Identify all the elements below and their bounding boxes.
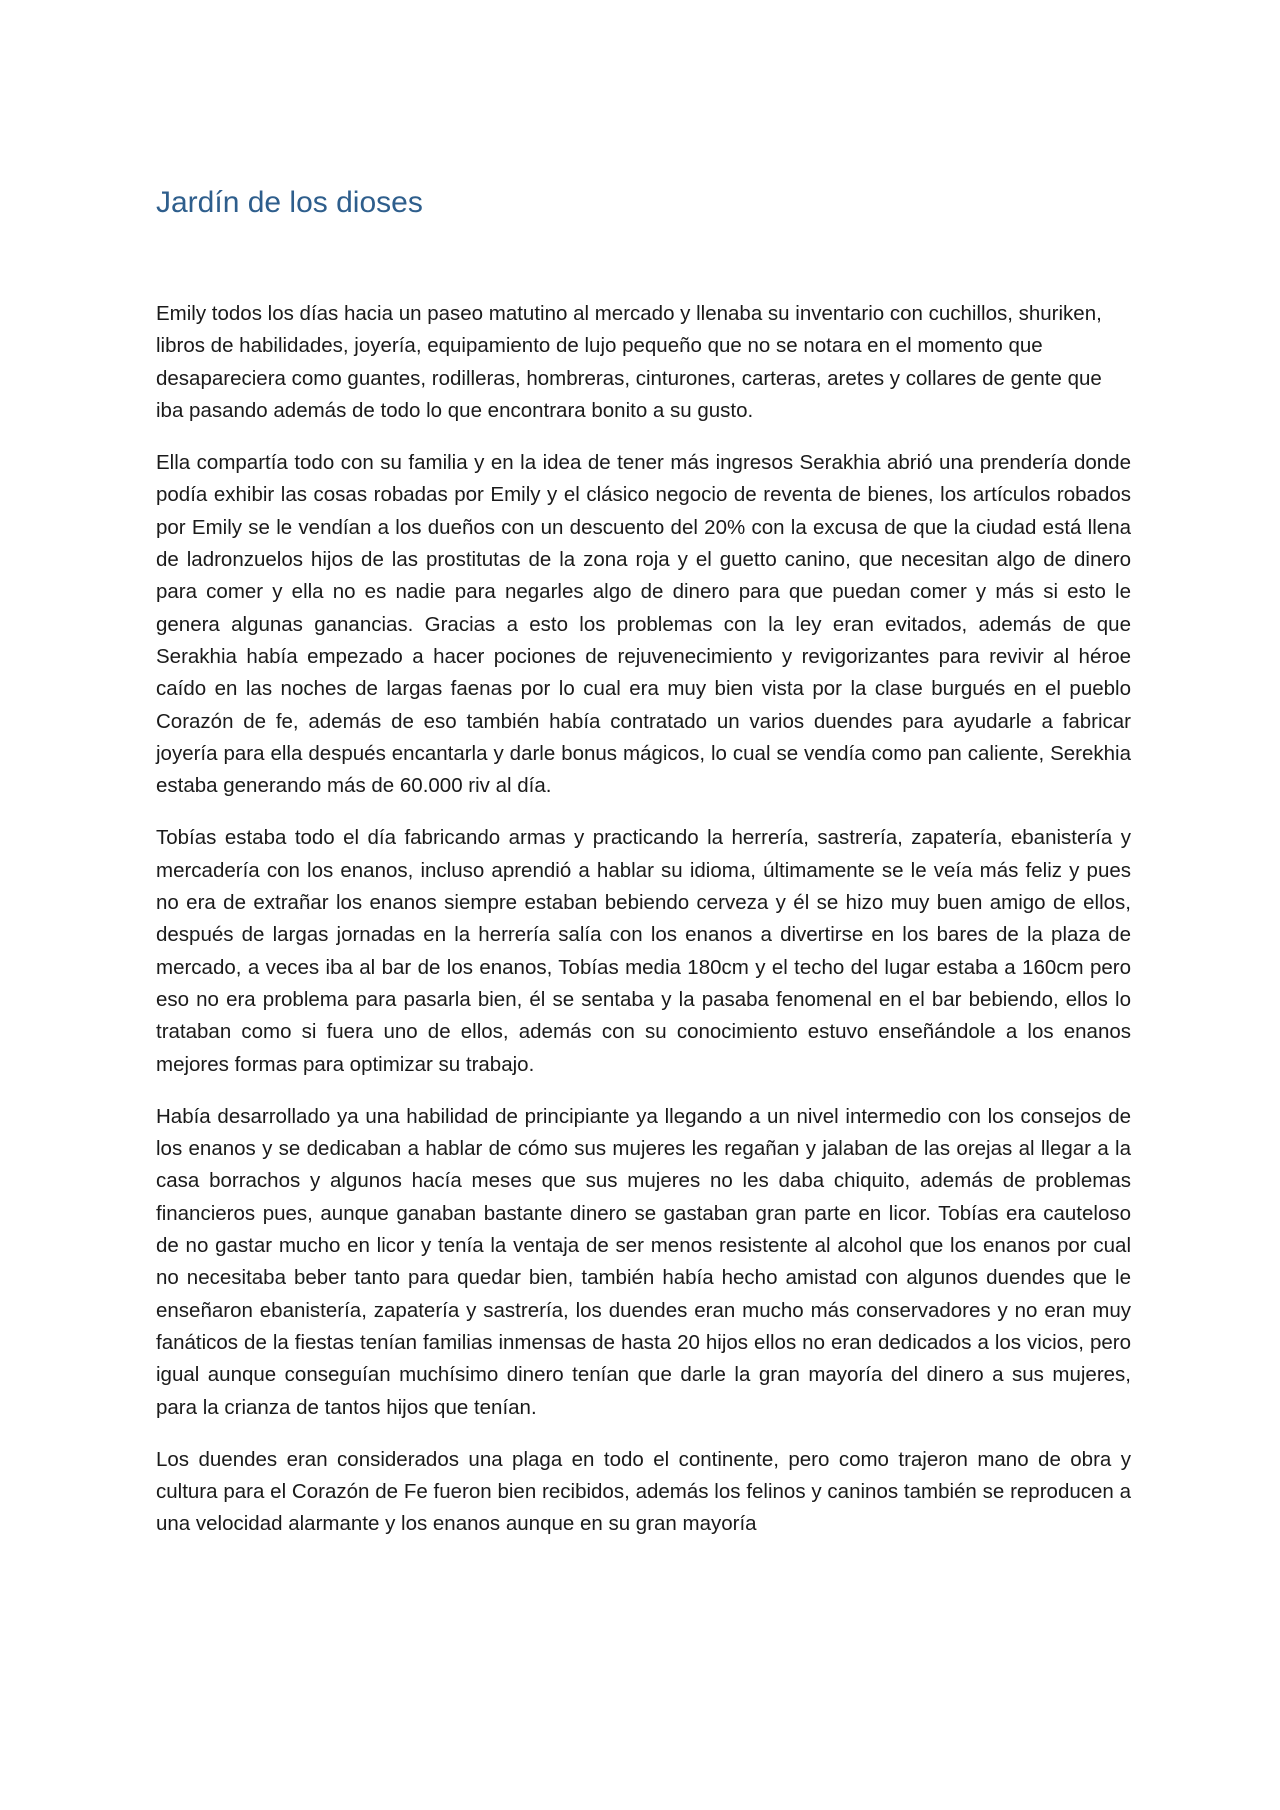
paragraph: Ella compartía todo con su familia y en la idea de tener más ingresos Serakhia abrió una prendería donde podía exhibir las cosas robadas por Emily y el clásico negocio de reventa de bienes, los artículos robados por Emily se le vendían a los dueños con un descuento del 20% con la excusa de que la ciudad está llena de ladronzuelos hijos de las prostitutas de la zona roja y el guetto canino, que necesitan algo de dinero para comer y ella no es nadie para negarles algo de dinero para que puedan comer y más si esto le genera algunas ganancias. Gracias a esto los problemas con la ley eran evitados, además de que Serakhia había empezado a hacer pociones de rejuvenecimiento y revigorizantes para revivir al héroe caído en las noches de largas faenas por lo cual era muy bien vista por la clase burgués en el pueblo Corazón de fe, además de eso también había contratado un varios duendes para ayudarle a fabricar joyería para ella después encantarla y darle bonus mágicos, lo cual se vendía como pan caliente, Serekhia estaba generando más de 60.000 riv al día. [156,451,1131,798]
paragraph: Había desarrollado ya una habilidad de principiante ya llegando a un nivel intermedio con los consejos de los enanos y se dedicaban a hablar de cómo sus mujeres les regañan y jalaban de las orejas al llegar a la casa borrachos y algunos hacía meses que sus mujeres no les daba chiquito, además de problemas financieros pues, aunque ganaban bastante dinero se gastaban gran parte en licor. Tobías era cauteloso de no gastar mucho en licor y tenía la ventaja de ser menos resistente al alcohol que los enanos por cual no necesitaba beber tanto para quedar bien, también había hecho amistad con algunos duendes que le enseñaron ebanistería, zapatería y sastrería, los duendes eran mucho más conservadores y no eran muy fanáticos de la fiestas tenían familias inmensas de hasta 20 hijos ellos no eran dedicados a los vicios, pero igual aunque conseguían muchísimo dinero tenían que darle la gran mayoría del dinero a sus mujeres, para la crianza de tantos hijos que tenían. [156,1104,1131,1419]
paragraph: Tobías estaba todo el día fabricando armas y practicando la herrería, sastrería, zapatería, ebanistería y mercadería con los enanos, incluso aprendió a hablar su idioma, últimamente se le veía más feliz y pues no era de extrañar los enanos siempre estaban bebiendo cerveza y él se hizo muy buen amigo de ellos, después de largas jornadas en la herrería salía con los enanos a divertirse en los bares de la plaza de mercado, a veces iba al bar de los enanos, Tobías media 180cm y el techo del lugar estaba a 160cm pero eso no era problema para pasarla bien, él se sentaba y la pasaba fenomenal en el bar bebiendo, ellos lo trataban como si fuera uno de ellos, además con su conocimiento estuvo enseñándole a los enanos mejores formas para optimizar su trabajo. [156,826,1131,1076]
paragraph: Emily todos los días hacia un paseo matutino al mercado y llenaba su inventario con cuchillos, shuriken, libros de habilidades, joyería, equipamiento de lujo pequeño que no se notara en el momento que desapareciera como guantes, rodilleras, hombreras, cinturones, carteras, aretes y collares de gente que iba pasando además de todo lo que encontrara bonito a su gusto. [156,302,1102,422]
document-body [156,298,1131,1561]
paragraph: Los duendes eran considerados una plaga en todo el continente, pero como trajeron mano de obra y cultura para el Corazón de Fe fueron bien recibidos, además los felinos y caninos también se reproducen a una velocidad alarmante y los enanos aunque en su gran mayoría [156,1447,1131,1536]
document-title: Jardín de los dioses [156,186,423,219]
